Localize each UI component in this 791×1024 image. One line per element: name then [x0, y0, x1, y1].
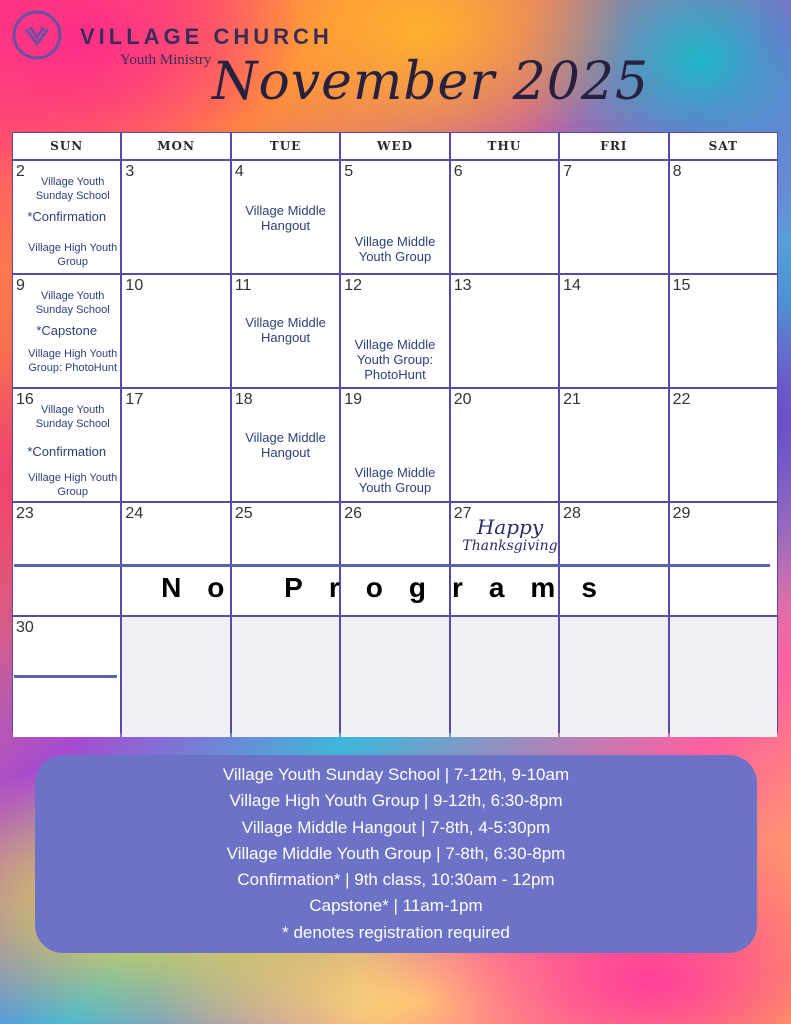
legend-line: Capstone* | 11am-1pm [309, 896, 483, 916]
day-number: 13 [453, 277, 472, 294]
event-label: *Confirmation [27, 209, 107, 224]
day-cell [232, 275, 339, 387]
day-header: THU [451, 133, 558, 159]
day-number: 20 [453, 391, 472, 408]
day-number: 21 [563, 391, 581, 408]
day-number: 2 [16, 163, 25, 180]
event-label: Village Youth Sunday School [35, 176, 110, 202]
event-label: Village High Youth Group [28, 472, 118, 498]
day-cell [451, 161, 558, 273]
heart-logo-icon [12, 10, 62, 60]
day-header: SUN [13, 133, 120, 159]
day-number: 8 [672, 163, 682, 180]
day-cell [13, 275, 120, 387]
event-label: Village Middle Hangout [245, 315, 326, 345]
org-name: VILLAGE CHURCH [80, 24, 333, 49]
day-number: 23 [16, 505, 34, 522]
day-cell [451, 275, 558, 387]
day-number: 27 [453, 505, 472, 522]
day-cell [122, 275, 229, 387]
day-cell [341, 275, 448, 387]
day-cell [341, 503, 448, 615]
event-label: Village Middle Hangout [245, 430, 326, 460]
event-label: Village High Youth Group [28, 242, 118, 268]
event-label: Village Middle Youth Group: PhotoHunt [354, 337, 436, 382]
event-label: Village High Youth Group: PhotoHunt [28, 348, 118, 374]
legend-line: Village Middle Youth Group | 7-8th, 6:30-8pm [226, 843, 566, 863]
legend-line: * denotes registration required [282, 922, 510, 942]
day-header: WED [341, 133, 448, 159]
day-cell [560, 161, 667, 273]
day-cell [13, 389, 120, 501]
day-number: 16 [16, 391, 34, 408]
day-header: MON [122, 133, 229, 159]
empty-day-cell [670, 617, 777, 737]
day-cell [451, 389, 558, 501]
empty-day-cell [122, 617, 229, 737]
day-number: 15 [672, 277, 691, 294]
day-number: 4 [234, 163, 244, 180]
event-label: *Confirmation [27, 444, 107, 459]
day-cell [341, 161, 448, 273]
day-number: 19 [344, 391, 363, 408]
day-cell [122, 389, 229, 501]
day-number: 14 [563, 277, 581, 294]
day-number: 30 [16, 619, 34, 636]
event-label: Village Middle Youth Group [354, 465, 436, 495]
day-header: TUE [232, 133, 339, 159]
day-cell [670, 161, 777, 273]
day-cell [670, 389, 777, 501]
day-number: 10 [125, 277, 144, 294]
thanksgiving-line2: Thanksgiving [462, 538, 558, 554]
day-cell [670, 275, 777, 387]
day-number: 7 [563, 163, 573, 180]
day-number: 9 [16, 277, 25, 294]
day-number: 3 [125, 163, 135, 180]
day-cell [560, 275, 667, 387]
thanksgiving-label [450, 516, 570, 566]
day-cell [560, 503, 667, 615]
page-title: November 2025 [212, 52, 650, 112]
day-header: FRI [560, 133, 667, 159]
day-cell [122, 161, 229, 273]
legend-line: Confirmation* | 9th class, 10:30am - 12pm [237, 870, 555, 890]
day-cell [13, 161, 120, 273]
day-cell [122, 503, 229, 615]
thanksgiving-line1: Happy [476, 515, 544, 539]
event-label: Village Middle Hangout [245, 203, 326, 233]
day-cell [670, 503, 777, 615]
event-label: Village Middle Youth Group [354, 234, 436, 264]
day-number: 24 [125, 505, 144, 522]
day-number: 22 [672, 391, 691, 408]
legend-line: Village Youth Sunday School | 7-12th, 9-10am [222, 764, 570, 784]
day-cell [560, 389, 667, 501]
day-number: 12 [344, 277, 363, 294]
event-label: Village Youth Sunday School [35, 290, 110, 316]
day-number: 6 [453, 163, 463, 180]
day-number: 28 [563, 505, 581, 522]
event-label: Village Youth Sunday School [35, 404, 110, 430]
day-30-divider [14, 675, 117, 678]
day-number: 29 [672, 505, 691, 522]
day-cell [232, 389, 339, 501]
empty-day-cell [232, 617, 339, 737]
schedule-legend [35, 755, 757, 953]
empty-day-cell [451, 617, 558, 737]
legend-line: Village High Youth Group | 9-12th, 6:30-8pm [229, 791, 563, 811]
day-cell [13, 503, 120, 615]
empty-day-cell [341, 617, 448, 737]
event-label: *Capstone [36, 323, 98, 338]
day-number: 17 [125, 391, 144, 408]
empty-day-cell [560, 617, 667, 737]
calendar-grid [12, 132, 778, 733]
day-number: 26 [344, 505, 363, 522]
day-cell [341, 389, 448, 501]
day-number: 5 [344, 163, 354, 180]
day-number: 11 [234, 277, 252, 294]
legend-line: Village Middle Hangout | 7-8th, 4-5:30pm [241, 817, 551, 837]
org-subtitle: Youth Ministry [120, 52, 212, 68]
day-cell [232, 161, 339, 273]
day-number: 25 [234, 505, 253, 522]
day-cell [232, 503, 339, 615]
day-number: 18 [234, 391, 253, 408]
day-header: SAT [670, 133, 777, 159]
no-programs-text: No Programs [161, 572, 623, 603]
